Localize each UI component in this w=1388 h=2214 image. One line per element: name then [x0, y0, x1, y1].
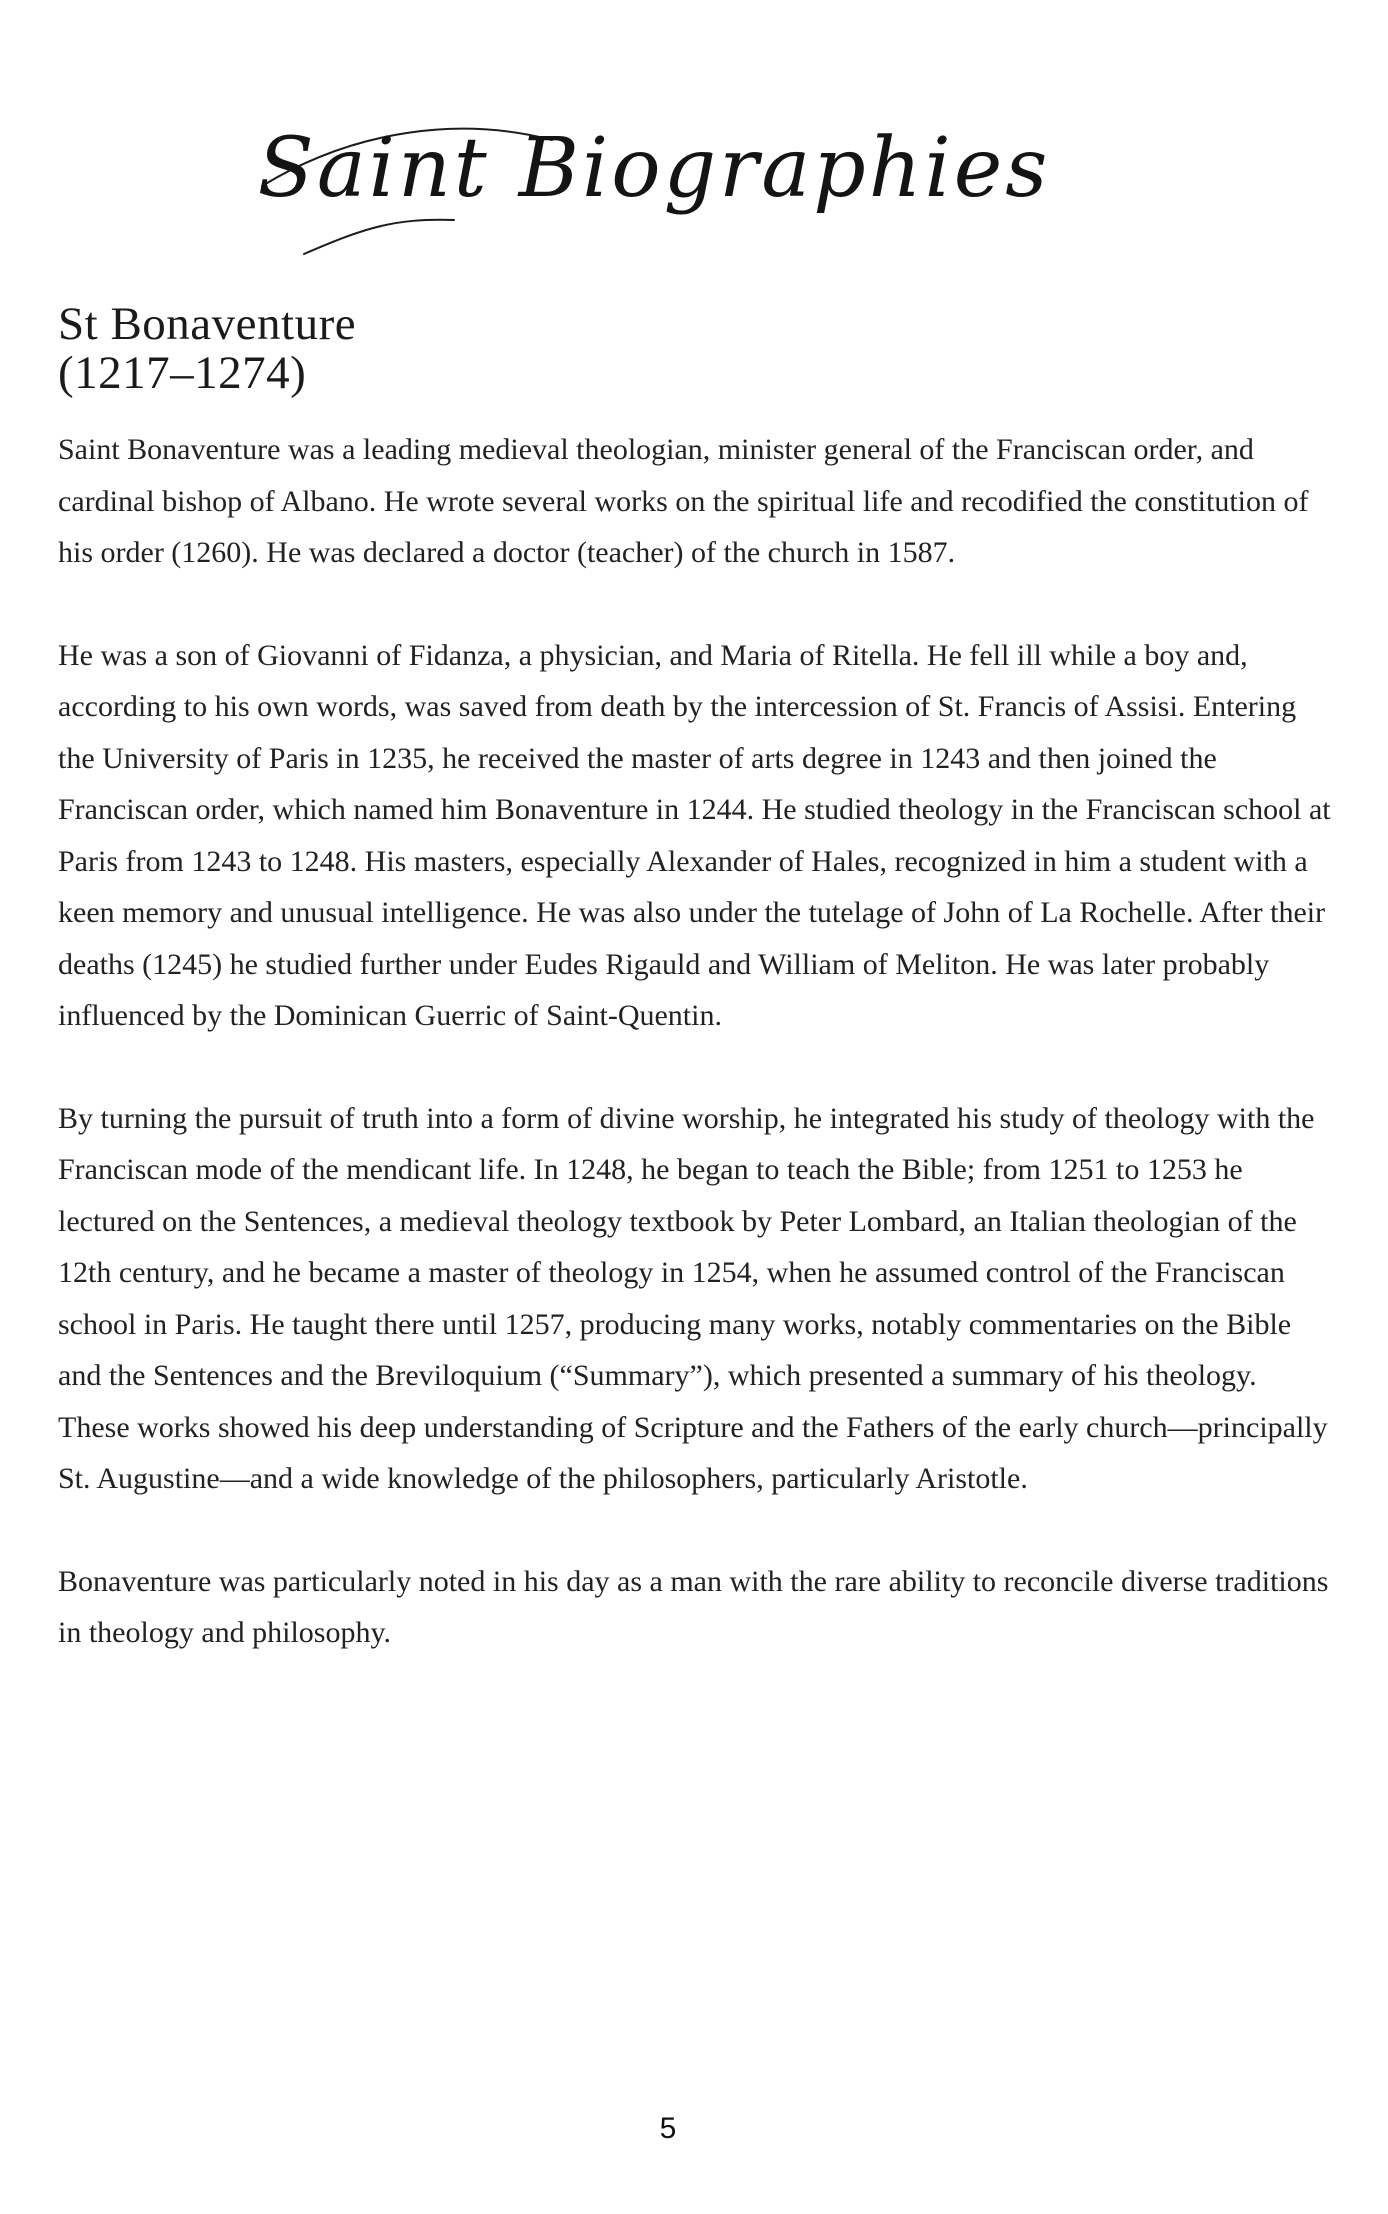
article-body	[58, 424, 1334, 1710]
paragraph-early-life: He was a son of Giovanni of Fidanza, a physician, and Maria of Ritella. He fell ill while a boy and, according to his own words, was saved from death by the intercession of St. Francis of Assisi. Entering the University of Paris in 1235, he received the master of arts degree in 1243 and then joined the Franciscan order, which named him Bonaventure in 1244. He studied theology in the Franciscan school at Paris from 1243 to 1248. His masters, especially Alexander of Hales, recognized in him a student with a keen memory and unusual intelligence. He was also under the tutelage of John of La Rochelle. After their deaths (1245) he studied further under Eudes Rigauld and William of Meliton. He was later probably influenced by the Dominican Guerric of Saint-Quentin.	[58, 638, 1331, 1032]
title-line-2: (1217–1274)	[58, 347, 307, 399]
paragraph-teaching: By turning the pursuit of truth into a form of divine worship, he integrated his study of theology with the Franciscan mode of the mendicant life. In 1248, he began to teach the Bible; from 1251 to 1253 he lectured on the Sentences, a medieval theology textbook by Peter Lombard, an Italian theologian of the 12th century, and he became a master of theology in 1254, when he assumed control of the Franciscan school in Paris. He taught there until 1257, producing many works, notably commentaries on the Bible and the Sentences and the Breviloquium (“Summary”), which presented a summary of his theology. These works showed his deep understanding of Scripture and the Fathers of the early church—principally St. Augustine—and a wide knowledge of the philosophers, particularly Aristotle.	[58, 1101, 1328, 1495]
article-title	[58, 300, 356, 398]
page-number: 5	[659, 2112, 677, 2145]
paragraph-intro: Saint Bonaventure was a leading medieval theologian, minister general of the Franciscan order, and cardinal bishop of Albano. He wrote several works on the spiritual life and recodified the constitution of his order (1260). He was declared a doctor (teacher) of the church in 1587.	[58, 433, 1309, 569]
title-line-1: St Bonaventure	[58, 298, 357, 350]
brand-script-logo	[244, 58, 1064, 258]
brand-script-text: Saint Biographies	[257, 121, 1051, 216]
script-flourish-bottom	[304, 220, 454, 254]
script-logo-svg	[244, 58, 1064, 258]
paragraph-legacy: Bonaventure was particularly noted in his day as a man with the rare ability to reconcile diverse traditions in theology and philosophy.	[58, 1564, 1329, 1649]
